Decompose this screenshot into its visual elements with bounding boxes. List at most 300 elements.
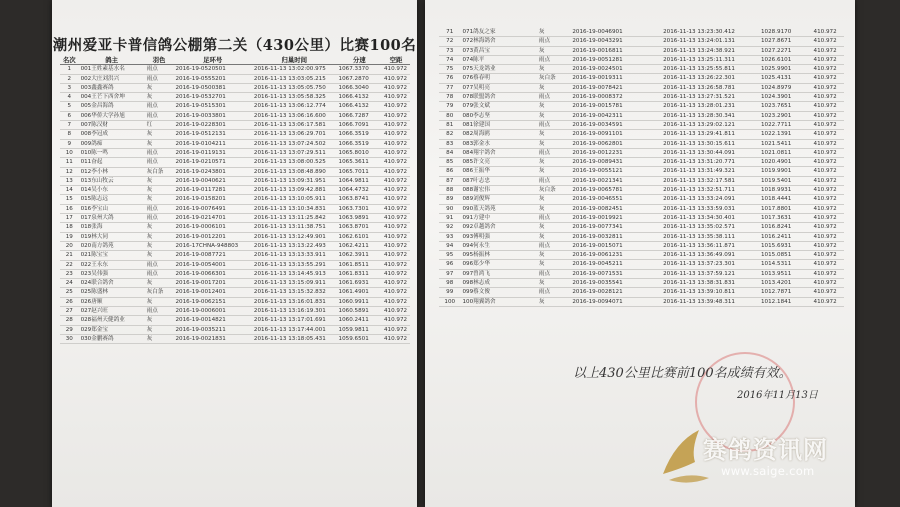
cell-ring: 2016-19-0243801	[174, 167, 252, 176]
cell-airdist: 410.972	[382, 297, 410, 306]
cell-time: 2016-11-13 13:13:22.493	[252, 241, 337, 250]
cell-color: 雨点	[145, 65, 174, 74]
cell-speed: 1059.9811	[337, 325, 382, 334]
cell-time: 2016-11-13 13:15:09.911	[252, 279, 337, 288]
cell-color: 灰	[145, 93, 174, 102]
cell-time: 2016-11-13 13:24:38.921	[661, 46, 759, 55]
header-color: 羽色	[145, 56, 174, 65]
table-row	[439, 204, 844, 213]
cell-time: 2016-11-13 13:31:49.321	[661, 167, 759, 176]
cell-ring: 2016-19-0066301	[174, 269, 252, 278]
cell-ring: 2016-19-0158201	[174, 195, 252, 204]
table-row	[439, 251, 844, 260]
cell-rank: 14	[60, 186, 79, 195]
cell-speed: 1021.0811	[759, 148, 812, 157]
cell-name: 017泉州大鸽	[79, 214, 145, 223]
cell-airdist: 410.972	[382, 279, 410, 288]
cell-time: 2016-11-13 13:34:30.401	[661, 213, 759, 222]
cell-speed: 1061.6931	[337, 279, 382, 288]
cell-ring: 2016-19-0024501	[570, 65, 661, 74]
cell-time: 2016-11-13 13:36:11.871	[661, 241, 759, 250]
table-row	[439, 176, 844, 185]
table-row	[439, 46, 844, 55]
cell-name: 094何永生	[460, 241, 536, 250]
cell-airdist: 410.972	[812, 111, 844, 120]
cell-time: 2016-11-13 13:16:19.301	[252, 307, 337, 316]
cell-time: 2016-11-13 13:05:05.750	[252, 83, 337, 92]
cell-ring: 2016-19-0515301	[174, 102, 252, 111]
cell-time: 2016-11-13 13:02:00.975	[252, 65, 337, 74]
cell-color: 灰白条	[145, 167, 174, 176]
header-speed: 分速	[337, 56, 382, 65]
cell-name: 015陈志远	[79, 195, 145, 204]
cell-ring: 2016-19-0210571	[174, 158, 252, 167]
cell-name: 080李志坚	[460, 111, 536, 120]
table-row	[439, 93, 844, 102]
cell-name: 097曾鸿飞	[460, 269, 536, 278]
cell-speed: 1012.7871	[759, 288, 812, 297]
table-row	[439, 195, 844, 204]
cell-time: 2016-11-13 13:07:24.502	[252, 139, 337, 148]
cell-ring: 2016-19-0532701	[174, 93, 252, 102]
cell-speed: 1018.4441	[759, 195, 812, 204]
cell-time: 2016-11-13 13:38:31.831	[661, 279, 759, 288]
cell-ring: 2016-19-0006001	[174, 307, 252, 316]
table-row	[439, 158, 844, 167]
cell-time: 2016-11-13 13:29:41.811	[661, 130, 759, 139]
validity-note: 以上430公里比赛前100名成绩有效。	[573, 366, 792, 381]
cell-airdist: 410.972	[812, 241, 844, 250]
cell-airdist: 410.972	[812, 102, 844, 111]
cell-airdist: 410.972	[382, 139, 410, 148]
cell-airdist: 410.972	[382, 251, 410, 260]
cell-ring: 2016-19-0019921	[570, 213, 661, 222]
cell-ring: 2016-19-0035211	[174, 325, 252, 334]
cell-speed: 1012.1841	[759, 297, 812, 306]
cell-name: 090蓝天鸽苑	[460, 204, 536, 213]
cell-time: 2016-11-13 13:13:33.911	[252, 251, 337, 260]
cell-time: 2016-11-13 13:09:42.881	[252, 186, 337, 195]
cell-rank: 17	[60, 214, 79, 223]
cell-color: 雨点	[145, 204, 174, 213]
cell-rank: 10	[60, 148, 79, 157]
cell-ring: 2016-19-0078421	[570, 83, 661, 92]
table-row	[60, 260, 410, 269]
cell-speed: 1065.3611	[337, 158, 382, 167]
cell-ring: 2016-19-0089431	[570, 158, 661, 167]
table-row	[60, 214, 410, 223]
cell-color: 灰	[145, 139, 174, 148]
cell-name: 012李小林	[79, 167, 145, 176]
cell-airdist: 410.972	[382, 186, 410, 195]
table-row	[439, 288, 844, 297]
cell-rank: 97	[439, 269, 460, 278]
cell-speed: 1019.5401	[759, 176, 812, 185]
cell-color: 雨点	[145, 260, 174, 269]
cell-color: 灰白条	[537, 74, 570, 83]
cell-ring: 2016-19-0117281	[174, 186, 252, 195]
cell-color: 雨点	[145, 307, 174, 316]
site-watermark	[655, 422, 875, 502]
cell-ring: 2016-19-0012231	[570, 148, 661, 157]
cell-airdist: 410.972	[382, 74, 410, 83]
cell-ring: 2016-19-0055121	[570, 167, 661, 176]
cell-name: 005金昌海鸽	[79, 102, 145, 111]
cell-time: 2016-11-13 13:37:59.121	[661, 269, 759, 278]
cell-color: 雨点	[537, 176, 570, 185]
cell-speed: 1061.8311	[337, 269, 382, 278]
cell-name: 007陈汉财	[79, 121, 145, 130]
cell-speed: 1025.4131	[759, 74, 812, 83]
cell-time: 2016-11-13 13:36:49.091	[661, 251, 759, 260]
cell-time: 2016-11-13 13:08:48.890	[252, 167, 337, 176]
cell-speed: 1026.6101	[759, 55, 812, 64]
cell-time: 2016-11-13 13:30:15.611	[661, 139, 759, 148]
cell-color: 灰	[537, 111, 570, 120]
cell-rank: 21	[60, 251, 79, 260]
cell-time: 2016-11-13 13:35:38.111	[661, 232, 759, 241]
cell-speed: 1060.9911	[337, 297, 382, 306]
cell-time: 2016-11-13 13:17:01.691	[252, 316, 337, 325]
cell-ring: 2016-19-0035541	[570, 279, 661, 288]
cell-rank: 86	[439, 167, 460, 176]
table-row	[439, 167, 844, 176]
cell-time: 2016-11-13 13:06:12.774	[252, 102, 337, 111]
cell-airdist: 410.972	[812, 279, 844, 288]
cell-name: 009鸽痴	[79, 139, 145, 148]
header-airdist: 空距	[382, 56, 410, 65]
cell-speed: 1017.3631	[759, 213, 812, 222]
cell-time: 2016-11-13 13:12:49.901	[252, 232, 337, 241]
cell-name: 026唐顺	[79, 297, 145, 306]
cell-time: 2016-11-13 13:10:34.831	[252, 204, 337, 213]
cell-speed: 1015.6931	[759, 241, 812, 250]
cell-speed: 1014.5311	[759, 260, 812, 269]
cell-speed: 1060.2411	[337, 316, 382, 325]
cell-airdist: 410.972	[382, 102, 410, 111]
cell-ring: 2016-19-0076491	[174, 204, 252, 213]
cell-name: 092卓越鸽舍	[460, 223, 536, 232]
cell-color: 雨点	[145, 158, 174, 167]
cell-speed: 1063.9891	[337, 214, 382, 223]
cell-ring: 2016-19-0054001	[174, 260, 252, 269]
cell-airdist: 410.972	[812, 195, 844, 204]
header-ring: 足环号	[174, 56, 252, 65]
cell-color: 雨点	[145, 269, 174, 278]
cell-color: 灰	[145, 186, 174, 195]
table-row	[60, 241, 410, 250]
header-rank: 名次	[60, 56, 79, 65]
cell-ring: 2016-19-0104211	[174, 139, 252, 148]
cell-color: 灰	[145, 316, 174, 325]
cell-time: 2016-11-13 13:26:22.301	[661, 74, 759, 83]
table-row	[60, 288, 410, 297]
table-row	[439, 269, 844, 278]
cell-name: 030金鹏赛鸽	[79, 334, 145, 343]
cell-time: 2016-11-13 13:31:20.771	[661, 158, 759, 167]
cell-time: 2016-11-13 13:30:44.091	[661, 148, 759, 157]
cell-rank: 89	[439, 195, 460, 204]
cell-speed: 1063.8741	[337, 195, 382, 204]
cell-time: 2016-11-13 13:32:17.581	[661, 176, 759, 185]
cell-name: 010陈一鸣	[79, 148, 145, 157]
cell-name: 098林志成	[460, 279, 536, 288]
cell-color: 雨点	[537, 288, 570, 297]
cell-color: 灰	[145, 325, 174, 334]
cell-airdist: 410.972	[812, 204, 844, 213]
cell-airdist: 410.972	[382, 121, 410, 130]
cell-ring: 2016-19-0077341	[570, 223, 661, 232]
table-row	[60, 158, 410, 167]
cell-airdist: 410.972	[812, 251, 844, 260]
cell-rank: 74	[439, 55, 460, 64]
table-header-row	[60, 56, 410, 65]
cell-ring: 2016-19-0228301	[174, 121, 252, 130]
cell-speed: 1061.8511	[337, 260, 382, 269]
cell-speed: 1022.1391	[759, 130, 812, 139]
cell-rank: 23	[60, 269, 79, 278]
cell-speed: 1028.9170	[759, 28, 812, 37]
cell-airdist: 410.972	[382, 307, 410, 316]
cell-time: 2016-11-13 13:39:10.811	[661, 288, 759, 297]
cell-rank: 20	[60, 241, 79, 250]
cell-name: 076蔡春明	[460, 74, 536, 83]
cell-rank: 19	[60, 232, 79, 241]
cell-name: 100翔翼鸽舍	[460, 297, 536, 306]
table-row	[439, 102, 844, 111]
cell-rank: 82	[439, 130, 460, 139]
cell-time: 2016-11-13 13:27:31.521	[661, 93, 759, 102]
table-row	[60, 279, 410, 288]
cell-airdist: 410.972	[382, 148, 410, 157]
cell-airdist: 410.972	[382, 269, 410, 278]
cell-airdist: 410.972	[382, 176, 410, 185]
cell-rank: 83	[439, 139, 460, 148]
cell-speed: 1066.3519	[337, 139, 382, 148]
cell-ring: 2016-19-0091101	[570, 130, 661, 139]
cell-airdist: 410.972	[812, 139, 844, 148]
cell-airdist: 410.972	[382, 214, 410, 223]
cell-rank: 22	[60, 260, 79, 269]
cell-time: 2016-11-13 13:11:25.842	[252, 214, 337, 223]
cell-time: 2016-11-13 13:23:30.412	[661, 28, 759, 37]
cell-speed: 1062.3911	[337, 251, 382, 260]
cell-speed: 1023.7651	[759, 102, 812, 111]
table-row	[439, 186, 844, 195]
cell-airdist: 410.972	[812, 74, 844, 83]
cell-rank: 6	[60, 111, 79, 120]
cell-name: 099蔡文俊	[460, 288, 536, 297]
cell-color: 灰	[145, 334, 174, 343]
cell-color: 雨点	[537, 55, 570, 64]
cell-ring: 2016-19-0062801	[570, 139, 661, 148]
cell-color: 灰	[537, 167, 570, 176]
cell-ring: 2016-19-0014821	[174, 316, 252, 325]
cell-color: 灰	[537, 65, 570, 74]
cell-ring: 2016-19-0012401	[174, 288, 252, 297]
cell-rank: 76	[439, 74, 460, 83]
cell-speed: 1067.3370	[337, 65, 382, 74]
table-row	[60, 111, 410, 120]
table-row	[439, 241, 844, 250]
cell-time: 2016-11-13 13:05:58.325	[252, 93, 337, 102]
cell-airdist: 410.972	[812, 83, 844, 92]
cell-name: 091方建中	[460, 213, 536, 222]
cell-speed: 1066.4132	[337, 102, 382, 111]
table-row	[60, 167, 410, 176]
cell-name: 084翔宇鸽舍	[460, 148, 536, 157]
cell-color: 灰	[537, 28, 570, 37]
cell-rank: 4	[60, 93, 79, 102]
table-row	[60, 130, 410, 139]
cell-rank: 11	[60, 158, 79, 167]
cell-rank: 96	[439, 260, 460, 269]
cell-speed: 1067.2870	[337, 74, 382, 83]
table-row	[439, 213, 844, 222]
cell-rank: 1	[60, 65, 79, 74]
cell-airdist: 410.972	[812, 186, 844, 195]
cell-color: 灰	[537, 46, 570, 55]
cell-speed: 1062.4211	[337, 241, 382, 250]
table-row	[439, 120, 844, 129]
cell-airdist: 410.972	[812, 223, 844, 232]
cell-airdist: 410.972	[812, 28, 844, 37]
cell-time: 2016-11-13 13:03:05.215	[252, 74, 337, 83]
table-row	[60, 102, 410, 111]
cell-name: 086王振华	[460, 167, 536, 176]
cell-color: 灰	[537, 223, 570, 232]
cell-color: 雨点	[145, 102, 174, 111]
cell-rank: 77	[439, 83, 460, 92]
cell-speed: 1064.9811	[337, 176, 382, 185]
cell-name: 088谢宏伟	[460, 186, 536, 195]
cell-color: 灰	[537, 139, 570, 148]
cell-rank: 26	[60, 297, 79, 306]
cell-rank: 29	[60, 325, 79, 334]
table-row	[439, 223, 844, 232]
cell-rank: 15	[60, 195, 79, 204]
table-row	[60, 316, 410, 325]
table-row	[60, 176, 410, 185]
table-row	[60, 223, 410, 232]
cell-ring: 2016-19-0016811	[570, 46, 661, 55]
cell-rank: 73	[439, 46, 460, 55]
cell-ring: 2016-19-0021831	[174, 334, 252, 343]
cell-ring: 2016-19-0051281	[570, 55, 661, 64]
cell-speed: 1017.8801	[759, 204, 812, 213]
cell-name: 095杨振林	[460, 251, 536, 260]
cell-rank: 87	[439, 176, 460, 185]
cell-name: 020南方鸽苑	[79, 241, 145, 250]
cell-speed: 1062.6101	[337, 232, 382, 241]
cell-name: 087叶志忠	[460, 176, 536, 185]
cell-rank: 90	[439, 204, 460, 213]
cell-rank: 13	[60, 176, 79, 185]
cell-color: 灰	[537, 279, 570, 288]
cell-color: 灰	[537, 204, 570, 213]
cell-name: 019林大同	[79, 232, 145, 241]
cell-ring: 2016-19-0061231	[570, 251, 661, 260]
cell-airdist: 410.972	[382, 204, 410, 213]
cell-ring: 2016-19-0082451	[570, 204, 661, 213]
cell-time: 2016-11-13 13:14:45.913	[252, 269, 337, 278]
cell-color: 灰	[145, 241, 174, 250]
cell-name: 004王芒下西舍坤	[79, 93, 145, 102]
cell-name: 078联盟鸽舍	[460, 93, 536, 102]
cell-speed: 1018.9931	[759, 186, 812, 195]
cell-color: 灰	[537, 83, 570, 92]
cell-ring: 2016-19-0033801	[174, 111, 252, 120]
cell-rank: 100	[439, 297, 460, 306]
cell-speed: 1027.8671	[759, 37, 812, 46]
cell-rank: 88	[439, 186, 460, 195]
cell-color: 灰	[145, 83, 174, 92]
cell-color: 灰	[537, 195, 570, 204]
cell-ring: 2016-19-0042311	[570, 111, 661, 120]
cell-name: 014吴小东	[79, 186, 145, 195]
table-row	[439, 28, 844, 37]
cell-speed: 1066.3040	[337, 83, 382, 92]
cell-ring: 2016-19-0021341	[570, 176, 661, 185]
cell-rank: 27	[60, 307, 79, 316]
cell-time: 2016-11-13 13:06:16.600	[252, 111, 337, 120]
table-row	[439, 139, 844, 148]
cell-ring: 2016-19-0046551	[570, 195, 661, 204]
cell-ring: 2016-19-0015781	[570, 102, 661, 111]
cell-time: 2016-11-13 13:28:01.231	[661, 102, 759, 111]
header-time: 归巢时间	[252, 56, 337, 65]
cell-name: 016李宝山	[79, 204, 145, 213]
cell-speed: 1060.5891	[337, 307, 382, 316]
cell-name: 013东山牧云	[79, 176, 145, 185]
cell-time: 2016-11-13 13:08:00.525	[252, 158, 337, 167]
cell-rank: 5	[60, 102, 79, 111]
cell-time: 2016-11-13 13:09:31.951	[252, 176, 337, 185]
cell-speed: 1066.7091	[337, 121, 382, 130]
cell-name: 028福州天健鸽业	[79, 316, 145, 325]
cell-color: 雨点	[537, 241, 570, 250]
cell-ring: 2016-19-0062151	[174, 297, 252, 306]
table-row	[439, 55, 844, 64]
cell-rank: 99	[439, 288, 460, 297]
table-row	[60, 148, 410, 157]
cell-rank: 79	[439, 102, 460, 111]
cell-name: 008李冠成	[79, 130, 145, 139]
table-row	[439, 130, 844, 139]
cell-rank: 91	[439, 213, 460, 222]
cell-airdist: 410.972	[812, 130, 844, 139]
table-row	[60, 297, 410, 306]
cell-color: 灰白条	[145, 288, 174, 297]
cell-name: 085许文亮	[460, 158, 536, 167]
cell-color: 灰	[145, 223, 174, 232]
cell-name: 075天龙鸽业	[460, 65, 536, 74]
table-row	[60, 74, 410, 83]
cell-color: 雨点	[145, 74, 174, 83]
cell-rank: 18	[60, 223, 79, 232]
cell-time: 2016-11-13 13:25:55.811	[661, 65, 759, 74]
table-row	[439, 37, 844, 46]
cell-speed: 1015.0851	[759, 251, 812, 260]
cell-rank: 2	[60, 74, 79, 83]
cell-color: 雨点	[537, 37, 570, 46]
cell-airdist: 410.972	[812, 176, 844, 185]
cell-airdist: 410.972	[382, 111, 410, 120]
cell-speed: 1065.8010	[337, 148, 382, 157]
cell-speed: 1066.4132	[337, 93, 382, 102]
cell-speed: 1020.4901	[759, 158, 812, 167]
cell-airdist: 410.972	[812, 148, 844, 157]
